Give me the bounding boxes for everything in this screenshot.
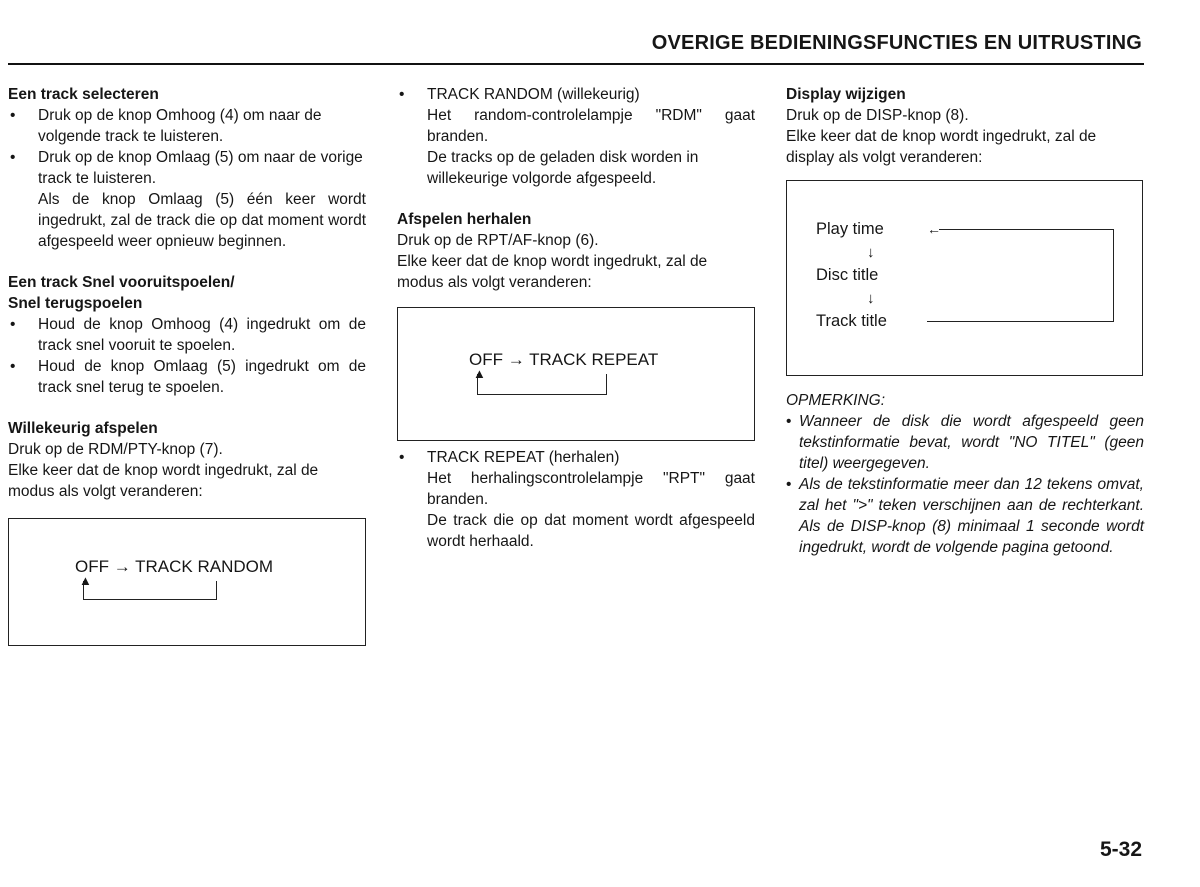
list-item-text: Houd de knop Omhoog (4) ingedrukt om de track snel vooruit te spoelen. bbox=[38, 316, 366, 354]
list-item-title: TRACK REPEAT (herhalen) bbox=[427, 449, 620, 466]
list-item bbox=[8, 105, 366, 147]
diagram-loop-line bbox=[477, 374, 607, 395]
list-item-text: Druk op de knop Omhoog (4) om naar de volgende track te luisteren. bbox=[38, 107, 322, 145]
list-item bbox=[397, 84, 755, 189]
list-item-text: Het random-controlelampje "RDM" gaat branden. bbox=[427, 107, 755, 145]
note-text: Wanneer de disk die wordt afgespeeld geen tekstinformatie bevat, wordt "NO TITEL" (geen titel) weergegeven. bbox=[799, 413, 1144, 472]
diagram-loop-line bbox=[1113, 229, 1114, 321]
column-middle bbox=[397, 84, 755, 552]
paragraph: Druk op de DISP-knop (8). bbox=[786, 107, 969, 124]
bullet: • bbox=[10, 107, 16, 124]
page-number: 5-32 bbox=[1099, 838, 1142, 861]
note-title: OPMERKING: bbox=[786, 392, 886, 409]
section-title-fast-forward: Een track Snel vooruitspoelen/ Snel terugspoelen bbox=[8, 274, 235, 312]
bullet: • bbox=[786, 476, 792, 493]
display-item-track-title: Track title bbox=[816, 312, 887, 330]
note-item bbox=[786, 411, 1144, 474]
paragraph: Druk op de RDM/PTY-knop (7). bbox=[8, 441, 223, 458]
paragraph: Elke keer dat de knop wordt ingedrukt, zal de display als volgt veranderen: bbox=[786, 128, 1097, 166]
repeat-mode-diagram bbox=[397, 307, 755, 441]
arrow-up-icon: ▲ bbox=[473, 366, 486, 381]
list-item-extra-text: Als de knop Omlaag (5) één keer wordt ingedrukt, zal de track die op dat moment wordt afgespeeld weer opnieuw beginnen. bbox=[38, 191, 366, 250]
list-item bbox=[8, 147, 366, 252]
diagram-label: OFF → TRACK REPEAT bbox=[469, 350, 659, 369]
bullet: • bbox=[399, 86, 405, 103]
list-item bbox=[8, 314, 366, 356]
page-header-title: OVERIGE BEDIENINGSFUNCTIES EN UITRUSTING bbox=[651, 32, 1142, 54]
list-item-title: TRACK RANDOM (willekeurig) bbox=[427, 86, 640, 103]
bullet: • bbox=[10, 316, 16, 333]
list-item-text: De tracks op de geladen disk worden in willekeurige volgorde afgespeeld. bbox=[427, 149, 699, 187]
section-title-random-play: Willekeurig afspelen bbox=[8, 420, 158, 437]
diagram-loop-line bbox=[939, 229, 1113, 230]
display-item-play-time: Play time bbox=[816, 220, 884, 238]
display-item-disc-title: Disc title bbox=[816, 266, 879, 284]
section-title-repeat: Afspelen herhalen bbox=[397, 211, 532, 228]
arrow-left-icon: ← bbox=[927, 221, 941, 237]
paragraph: Druk op de RPT/AF-knop (6). bbox=[397, 232, 599, 249]
column-left bbox=[8, 84, 366, 646]
arrow-up-icon: ▲ bbox=[79, 573, 92, 588]
column-right bbox=[786, 84, 1144, 558]
display-mode-diagram bbox=[786, 180, 1143, 376]
arrow-down-icon: ↓ bbox=[867, 290, 875, 307]
arrow-down-icon: ↓ bbox=[867, 244, 875, 261]
section-title-display: Display wijzigen bbox=[786, 86, 906, 103]
list-item bbox=[8, 356, 366, 398]
header-rule bbox=[8, 63, 1144, 65]
section-title-track-select: Een track selecteren bbox=[8, 86, 159, 103]
bullet: • bbox=[10, 149, 16, 166]
bullet: • bbox=[10, 358, 16, 375]
list-item-text: Druk op de knop Omlaag (5) om naar de vorige track te luisteren. bbox=[38, 149, 363, 187]
bullet: • bbox=[786, 413, 792, 430]
note-item bbox=[786, 474, 1144, 558]
list-item-text: De track die op dat moment wordt afgespeeld wordt herhaald. bbox=[427, 512, 755, 550]
paragraph: Elke keer dat de knop wordt ingedrukt, zal de modus als volgt veranderen: bbox=[8, 462, 319, 500]
diagram-loop-line bbox=[927, 321, 1114, 322]
list-item-text: Houd de knop Omlaag (5) ingedrukt om de track snel terug te spoelen. bbox=[38, 358, 366, 396]
list-item-text: Het herhalingscontrolelampje "RPT" gaat branden. bbox=[427, 470, 755, 508]
paragraph: Elke keer dat de knop wordt ingedrukt, zal de modus als volgt veranderen: bbox=[397, 253, 708, 291]
diagram-loop-line bbox=[83, 581, 217, 600]
note-text: Als de tekstinformatie meer dan 12 tekens omvat, zal het ">" teken verschijnen aan de rechterkant. Als de DISP-knop (8) minimaal 1 seconde wordt ingedrukt, wordt de volgende pagina getoond. bbox=[799, 476, 1144, 556]
list-item bbox=[397, 447, 755, 552]
random-mode-diagram bbox=[8, 518, 366, 646]
diagram-label: OFF → TRACK RANDOM bbox=[75, 557, 274, 576]
bullet: • bbox=[399, 449, 405, 466]
